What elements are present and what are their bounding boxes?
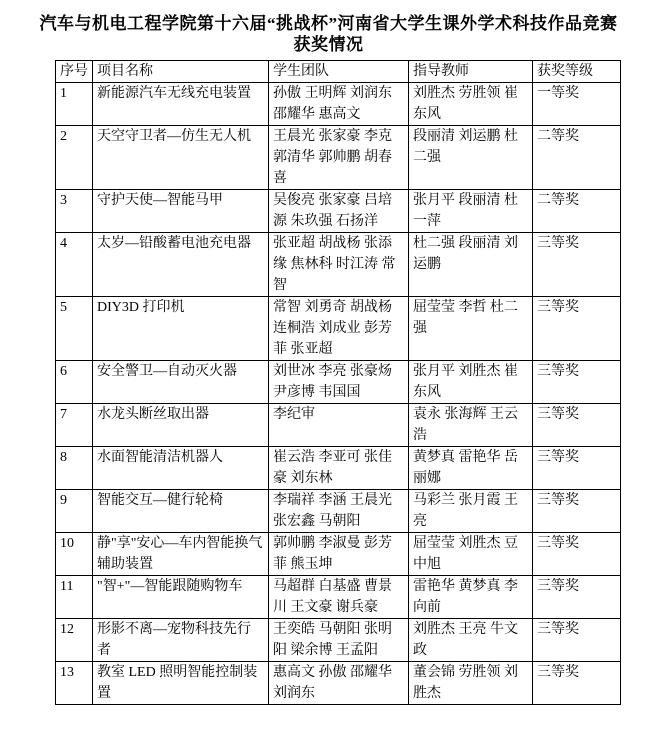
cell-number: 5: [56, 297, 93, 361]
cell-team: 吴俊亮 张家豪 吕培源 朱玖强 石扬洋: [269, 190, 409, 233]
cell-team: 惠高文 孙傲 邵耀华 刘润东: [269, 662, 409, 705]
table-row: [56, 361, 621, 404]
cell-team: 常智 刘勇奇 胡战杨 连桐浩 刘成业 彭芳菲 张亚超: [269, 297, 409, 361]
cell-project: 形影不离—宠物科技先行者: [93, 619, 269, 662]
cell-advisors: 袁永 张海辉 王云浩: [409, 404, 533, 447]
cell-project: 安全警卫—自动灭火器: [93, 361, 269, 404]
cell-number: 1: [56, 83, 93, 126]
cell-award: 三等奖: [533, 576, 621, 619]
cell-award: 三等奖: [533, 404, 621, 447]
cell-project: 教室 LED 照明智能控制装置: [93, 662, 269, 705]
header-no: 序号: [56, 61, 93, 83]
cell-team: 李纪审: [269, 404, 409, 447]
header-project: 项目名称: [93, 61, 269, 83]
cell-number: 2: [56, 126, 93, 190]
cell-advisors: 马彩兰 张月霞 王亮: [409, 490, 533, 533]
table-body: [56, 83, 621, 705]
cell-award: 三等奖: [533, 447, 621, 490]
cell-project: 水龙头断丝取出器: [93, 404, 269, 447]
cell-award: 三等奖: [533, 361, 621, 404]
header-advisors: 指导教师: [409, 61, 533, 83]
cell-number: 9: [56, 490, 93, 533]
document-title-line2: 获奖情况: [293, 35, 364, 54]
table-row: [56, 404, 621, 447]
cell-team: 孙傲 王明辉 刘润东 邵耀华 惠高文: [269, 83, 409, 126]
header-team: 学生团队: [269, 61, 409, 83]
table-row: [56, 576, 621, 619]
cell-advisors: 黄梦真 雷艳华 岳丽娜: [409, 447, 533, 490]
cell-number: 4: [56, 233, 93, 297]
cell-team: 王晨光 张家豪 李克 郭清华 郭帅鹏 胡春喜: [269, 126, 409, 190]
table-row: [56, 447, 621, 490]
cell-award: 三等奖: [533, 619, 621, 662]
table-header-row: [56, 61, 621, 83]
cell-team: 郭帅鹏 李淑曼 彭芳菲 熊玉坤: [269, 533, 409, 576]
cell-advisors: 杜二强 段丽清 刘运鹏: [409, 233, 533, 297]
table-row: [56, 662, 621, 705]
cell-advisors: 张月平 刘胜杰 崔东风: [409, 361, 533, 404]
cell-number: 3: [56, 190, 93, 233]
cell-project: 水面智能清洁机器人: [93, 447, 269, 490]
cell-award: 三等奖: [533, 490, 621, 533]
cell-project: 智能交互—健行轮椅: [93, 490, 269, 533]
table-row: [56, 233, 621, 297]
cell-number: 7: [56, 404, 93, 447]
cell-advisors: 董会锦 劳胜领 刘胜杰: [409, 662, 533, 705]
table-row: [56, 619, 621, 662]
cell-award: 二等奖: [533, 126, 621, 190]
cell-project: "智+"—智能跟随购物车: [93, 576, 269, 619]
table-row: [56, 533, 621, 576]
cell-project: 太岁—铅酸蓄电池充电器: [93, 233, 269, 297]
table-row: [56, 83, 621, 126]
cell-advisors: 段丽清 刘运鹏 杜二强: [409, 126, 533, 190]
table-row: [56, 126, 621, 190]
cell-award: 三等奖: [533, 662, 621, 705]
cell-project: 静"享"安心—车内智能换气辅助装置: [93, 533, 269, 576]
cell-number: 11: [56, 576, 93, 619]
cell-advisors: 雷艳华 黄梦真 李向前: [409, 576, 533, 619]
table-row: [56, 190, 621, 233]
cell-team: 崔云浩 李亚可 张佳豪 刘东林: [269, 447, 409, 490]
document-title: [20, 13, 637, 55]
cell-advisors: 刘胜杰 劳胜领 崔东风: [409, 83, 533, 126]
cell-team: 王奕皓 马朝阳 张明阳 梁余博 王孟阳: [269, 619, 409, 662]
table-row: [56, 297, 621, 361]
table-row: [56, 490, 621, 533]
cell-number: 6: [56, 361, 93, 404]
cell-team: 马超群 白基盛 曹景川 王文豪 谢兵豪: [269, 576, 409, 619]
cell-award: 三等奖: [533, 297, 621, 361]
document-title-line1: 汽车与机电工程学院第十六届“挑战杯”河南省大学生课外学术科技作品竞赛: [39, 14, 618, 33]
cell-project: 新能源汽车无线充电装置: [93, 83, 269, 126]
cell-number: 13: [56, 662, 93, 705]
cell-award: 三等奖: [533, 533, 621, 576]
cell-project: DIY3D 打印机: [93, 297, 269, 361]
cell-award: 三等奖: [533, 233, 621, 297]
cell-advisors: 刘胜杰 王亮 牛文政: [409, 619, 533, 662]
cell-number: 8: [56, 447, 93, 490]
cell-number: 12: [56, 619, 93, 662]
cell-project: 守护天使—智能马甲: [93, 190, 269, 233]
header-award: 获奖等级: [533, 61, 621, 83]
cell-award: 二等奖: [533, 190, 621, 233]
cell-advisors: 张月平 段丽清 杜一萍: [409, 190, 533, 233]
cell-team: 李瑞祥 李涵 王晨光 张宏鑫 马朝阳: [269, 490, 409, 533]
cell-team: 刘世冰 李亮 张豪炀 尹彦博 韦国国: [269, 361, 409, 404]
cell-award: 一等奖: [533, 83, 621, 126]
cell-advisors: 屈莹莹 刘胜杰 豆中旭: [409, 533, 533, 576]
cell-advisors: 屈莹莹 李哲 杜二强: [409, 297, 533, 361]
awards-table: [55, 60, 621, 705]
cell-number: 10: [56, 533, 93, 576]
cell-team: 张亚超 胡战杨 张添缘 焦林科 时江涛 常智: [269, 233, 409, 297]
cell-project: 天空守卫者—仿生无人机: [93, 126, 269, 190]
